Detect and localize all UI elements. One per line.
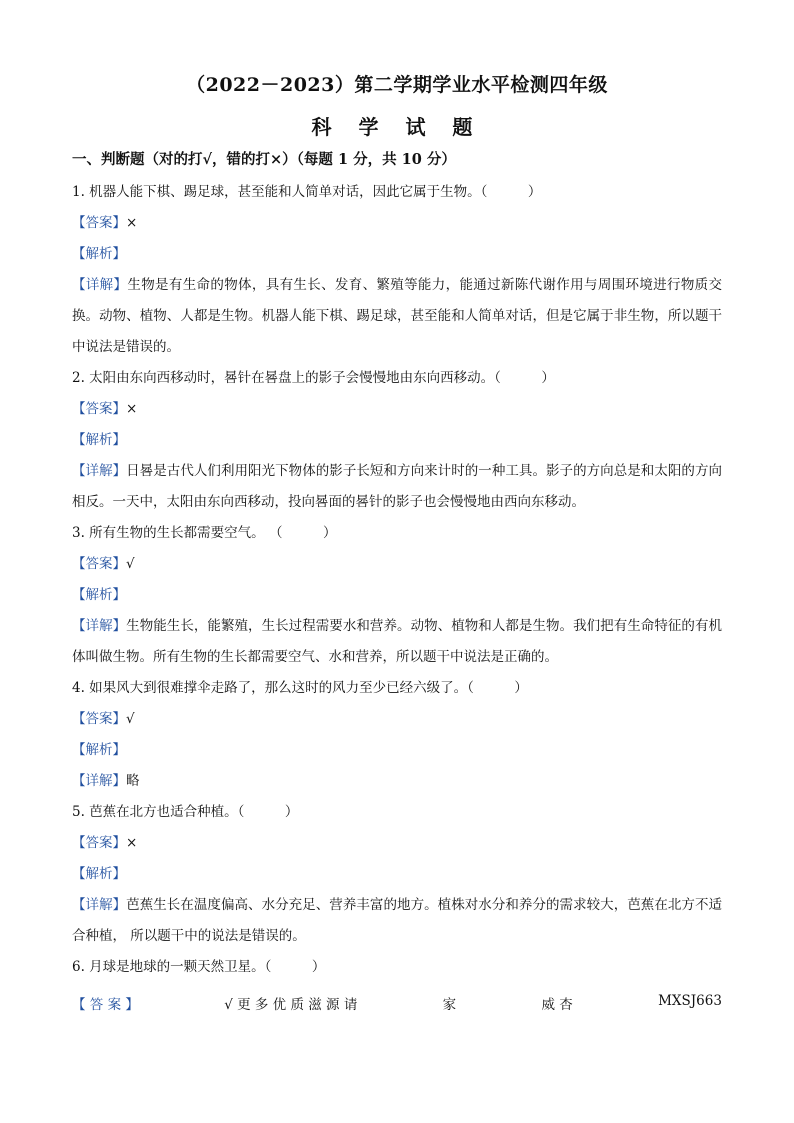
answer-label: 【答案】 [72, 215, 126, 231]
answer-2 [72, 399, 137, 419]
answer-4 [72, 709, 135, 729]
analysis-label-4: 【解析】 [72, 742, 126, 758]
subject-title: 科 学 试 题 [311, 115, 483, 139]
detail-text: 芭蕉生长在温度偏高、水分充足、营养丰富的地方。植株对水分和养分的需求较大，芭蕉在北方不适合种植， 所以题干中的说法是错误的。 [72, 897, 723, 944]
detail-text: 生物是有生命的物体，具有生长、发育、繁殖等能力，能通过新陈代谢作用与周围环境进行物质交换。动物、植物、人都是生物。机器人能下棋、踢足球，甚至能和人简单对话，但是它属于非生物，所以题干中说法是错误的。 [72, 277, 723, 355]
detail-text: 日晷是古代人们利用阳光下物体的影子长短和方向来计时的一种工具。影子的方向总是和太阳的方向相反。一天中，太阳由东向西移动，投向晷面的晷针的影子也会慢慢地由西向东移动。 [72, 463, 723, 510]
analysis-label-3: 【解析】 [72, 587, 126, 603]
answer-label: 【答案】 [72, 556, 126, 572]
question-2: 2. 太阳由东向西移动时，晷针在晷盘上的影子会慢慢地由东向西移动。（ ） [72, 370, 555, 386]
answer-text: √ 更 多 优 质 滋 源 请 [224, 997, 358, 1013]
answer-5 [72, 833, 137, 853]
detail-label: 【详解】 [72, 773, 126, 789]
question-5: 5. 芭蕉在北方也适合种植。（ ） [72, 804, 299, 820]
answer-text-fragment: 家 [442, 997, 457, 1013]
question-1: 1. 机器人能下棋、踢足球，甚至能和人简单对话，因此它属于生物。（ ） [72, 184, 542, 200]
detail-label: 【详解】 [72, 463, 127, 479]
detail-5 [72, 890, 722, 952]
question-4: 4. 如果风大到很难撑伞走路了，那么这时的风力至少已经六级了。（ ） [72, 680, 528, 696]
answer-value: × [126, 835, 138, 851]
answer-text-fragment: 威 杏 [541, 997, 573, 1013]
exam-title: （2022－2023）第二学期学业水平检测四年级 [186, 74, 608, 96]
detail-text: 略 [126, 773, 140, 789]
question-3: 3. 所有生物的生长都需要空气。 （ ） [72, 525, 337, 541]
analysis-label-5: 【解析】 [72, 866, 126, 882]
answer-value: √ [126, 556, 135, 572]
detail-3 [72, 611, 722, 673]
analysis-label-1: 【解析】 [72, 246, 126, 262]
detail-label: 【详解】 [72, 277, 128, 293]
detail-text: 生物能生长，能繁殖，生长过程需要水和营养。动物、植物和人都是生物。我们把有生命特征的有机体叫做生物。所有生物的生长都需要空气、水和营养，所以题干中说法是正确的。 [72, 618, 723, 665]
answer-1 [72, 213, 137, 233]
answer-value: × [126, 215, 138, 231]
answer-label: 【 答 案 】 [72, 997, 139, 1013]
answer-6 [72, 993, 722, 1013]
analysis-label-2: 【解析】 [72, 432, 126, 448]
answer-code: MXSJ663 [658, 993, 722, 1009]
detail-1 [72, 270, 722, 363]
answer-label: 【答案】 [72, 711, 126, 727]
answer-label: 【答案】 [72, 835, 126, 851]
detail-2 [72, 456, 722, 518]
answer-label: 【答案】 [72, 401, 126, 417]
answer-3 [72, 554, 135, 574]
detail-4 [72, 771, 140, 791]
section-heading: 一、判断题（对的打√，错的打×）（每题 1 分，共 10 分） [72, 151, 456, 168]
question-6: 6. 月球是地球的一颗天然卫星。（ ） [72, 959, 326, 975]
answer-value: × [126, 401, 138, 417]
answer-value: √ [126, 711, 135, 727]
detail-label: 【详解】 [72, 897, 127, 913]
detail-label: 【详解】 [72, 618, 127, 634]
